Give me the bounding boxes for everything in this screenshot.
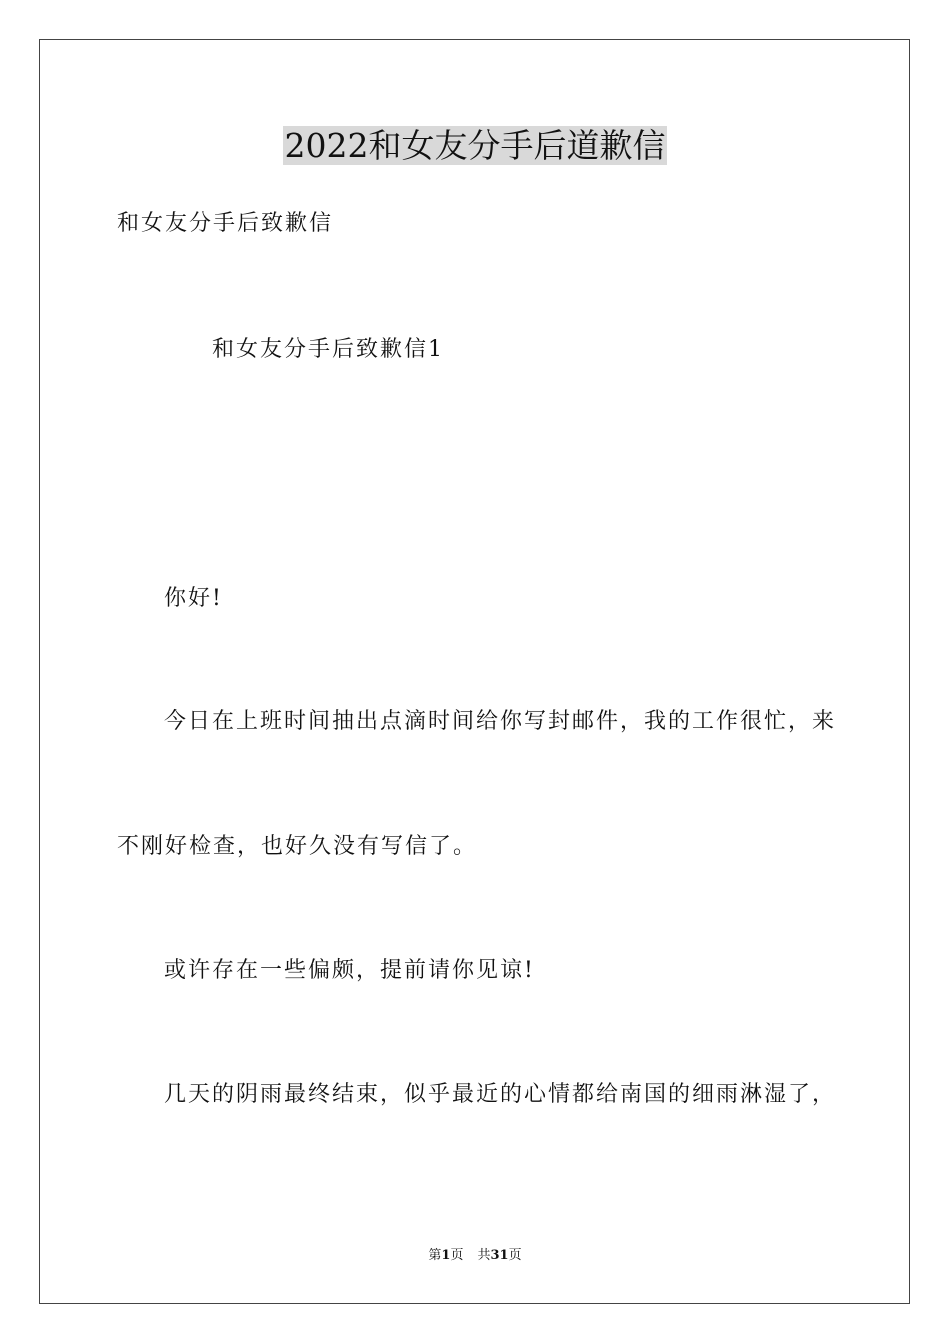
paragraph-body-2: 或许存在一些偏颇，提前请你见谅! [164, 958, 535, 983]
footer-page-current: 1 [441, 1248, 451, 1263]
document-title [0, 124, 950, 168]
paragraph-greeting: 你好! [164, 586, 223, 611]
footer-total-suffix: 页 [508, 1248, 522, 1263]
page-footer [0, 1247, 950, 1265]
footer-total-prefix: 共 [477, 1248, 491, 1263]
footer-page-total: 31 [490, 1248, 509, 1263]
paragraph-subtitle: 和女友分手后致歉信 [117, 211, 334, 236]
paragraph-body-3: 几天的阴雨最终结束，似乎最近的心情都给南国的细雨淋湿了， [164, 1082, 837, 1107]
paragraph-body-1: 今日在上班时间抽出点滴时间给你写封邮件，我的工作很忙，来 [164, 709, 837, 734]
paragraph-body-1-continued: 不刚好检查，也好久没有写信了。 [117, 834, 478, 859]
paragraph-section-heading: 和女友分手后致歉信1 [212, 337, 444, 362]
title-text: 2022和女友分手后道歉信 [284, 126, 666, 165]
footer-page-prefix: 第 [428, 1248, 442, 1263]
footer-page-suffix: 页 [450, 1248, 464, 1263]
